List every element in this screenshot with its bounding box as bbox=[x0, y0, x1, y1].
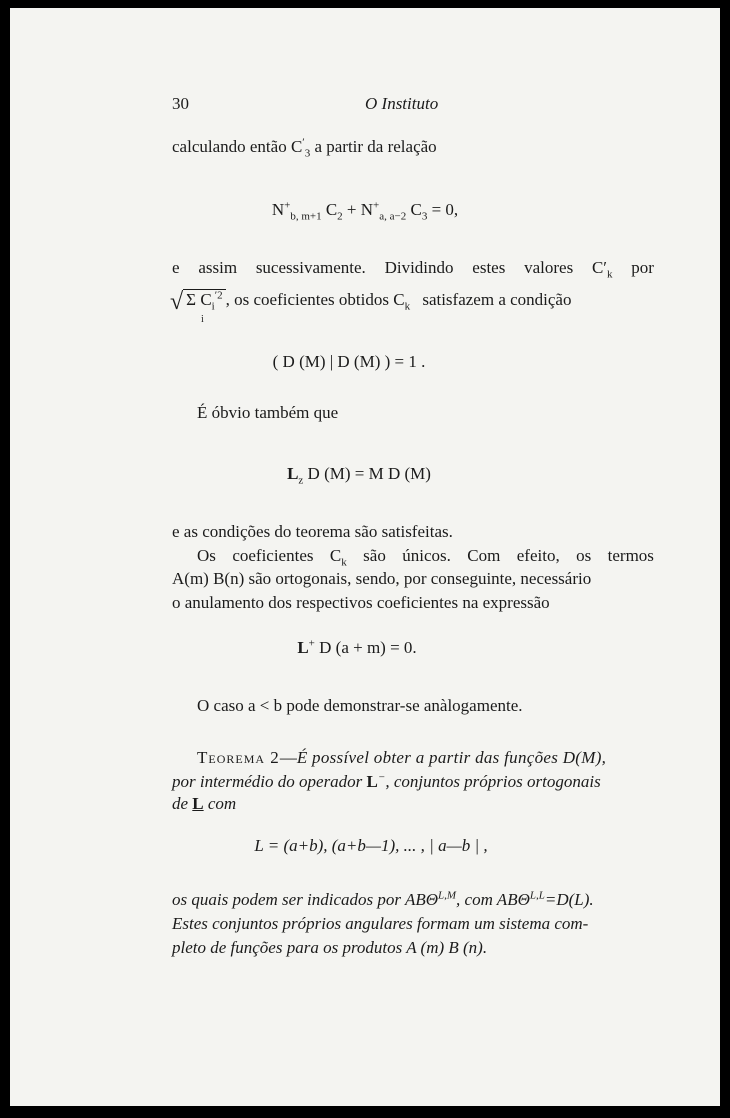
running-title: O Instituto bbox=[365, 94, 439, 113]
equation-1: $N^+_{b, m+1}$ $C_2 + N^+_{a, a-2}$ $C_3 = 0$, bbox=[271, 199, 459, 223]
theorem-line: Teorema 2—É possível obter a partir das funções D(M), bbox=[197, 748, 607, 767]
theorem-equation: L = (a+b), (a+b—1), ... , | a—b | , bbox=[254, 836, 488, 855]
equation-3: $L_z$ D (M) = M D (M) bbox=[287, 464, 431, 487]
text-line: o anulamento dos respectivos coeficientes na expressão bbox=[172, 593, 550, 612]
theorem-line: pleto de funções para os produtos A (m) B (n). bbox=[172, 938, 488, 957]
theorem-line: por intermédio do operador L−, conjuntos próprios ortogonais bbox=[172, 771, 601, 791]
text-line: Os coeficientes $C_k$ são únicos. Com efeito, os termos bbox=[197, 546, 654, 569]
theorem-line: Estes conjuntos próprios angulares formam um sistema com- bbox=[172, 914, 589, 933]
text-line: calculando então $C'_3$ a partir da relação bbox=[172, 136, 437, 160]
text-line: É óbvio também que bbox=[197, 403, 339, 422]
equation-2: ( D (M) | D (M) ) = 1 . bbox=[272, 352, 426, 371]
text-line: O caso a < b pode demonstrar-se anàlogamente. bbox=[197, 696, 523, 715]
text-line: e as condições do teorema são satisfeitas. bbox=[172, 522, 453, 541]
theorem-line: de L com bbox=[172, 794, 237, 813]
text-line: e assim sucessivamente. Dividindo estes valores $C'_k$ por bbox=[172, 258, 654, 281]
text-line: A(m) B(n) são ortogonais, sendo, por conseguinte, necessário bbox=[172, 569, 592, 588]
theorem-line: os quais podem ser indicados por $AB\Theta^{L,M}$, com $AB\Theta^{L,L}=D(L)$. bbox=[172, 889, 594, 909]
sum-index: i bbox=[201, 314, 204, 325]
equation-4: L+ D (a + m) = 0. bbox=[297, 637, 417, 657]
page-number: 30 bbox=[172, 94, 189, 113]
book-page bbox=[10, 8, 720, 1106]
text-line: √ Σ $C_i^{'2}$ , os coeficientes obtidos $C_k$ satisfazem a condição bbox=[170, 289, 572, 315]
theorem-label: Teorema 2 bbox=[197, 748, 280, 767]
